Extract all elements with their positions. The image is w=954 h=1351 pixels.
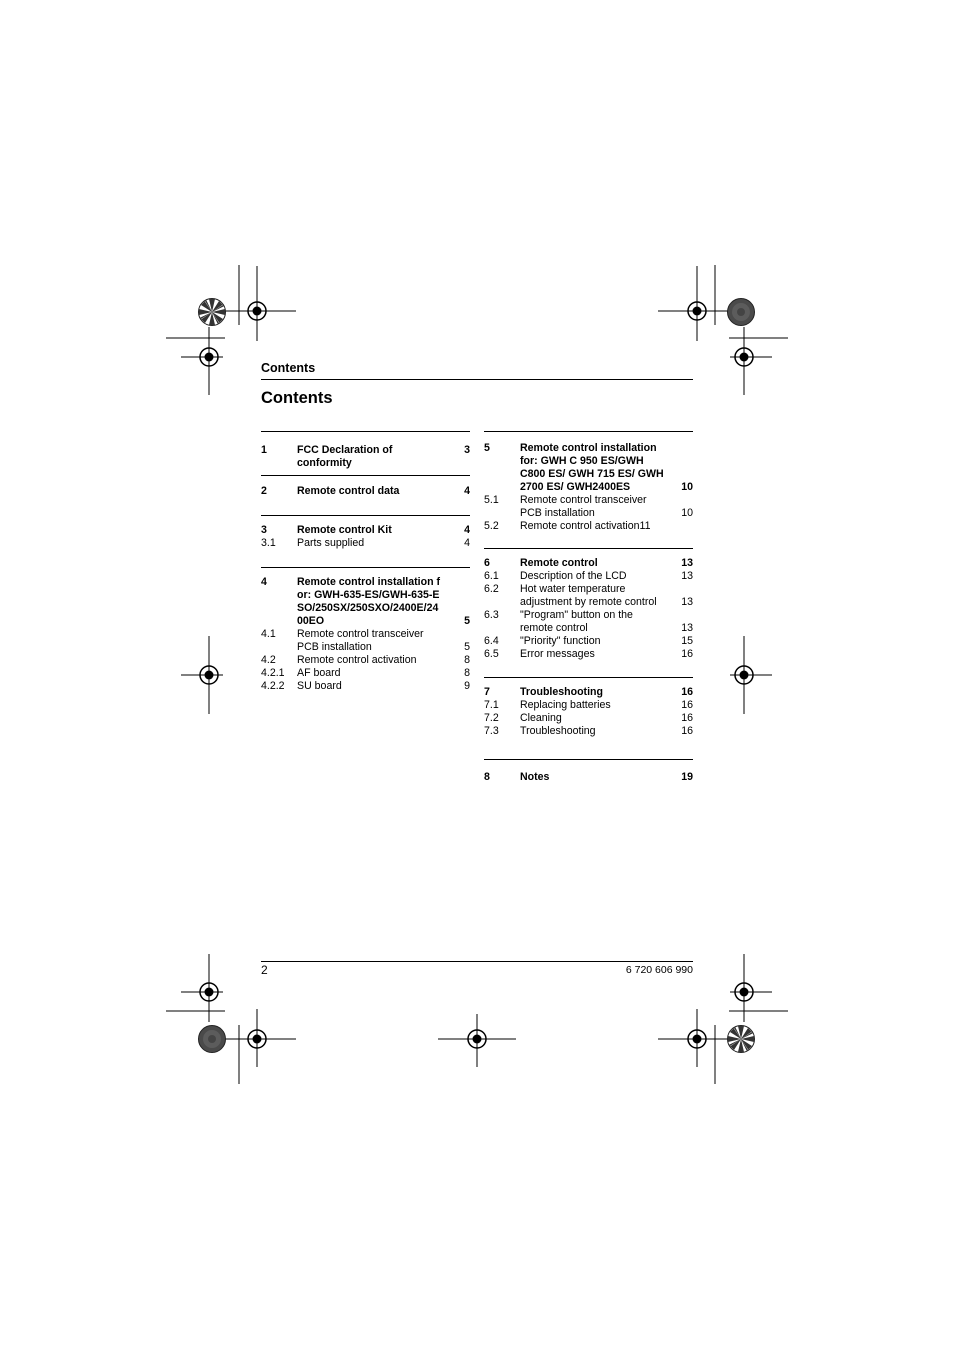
toc-entry[interactable]: 7.2 Cleaning 16 bbox=[484, 712, 693, 724]
registration-mark bbox=[658, 266, 736, 341]
toc-entry[interactable]: 4 Remote control installation for: GWH-635-ES/GWH-635-ESO/250SX/250SXO/2400E/2400EO 5 bbox=[261, 576, 470, 627]
registration-mark bbox=[181, 327, 223, 395]
toc-entry[interactable]: 4.1 Remote control transceiver PCB installation 5 bbox=[261, 628, 470, 653]
star-target bbox=[728, 1026, 755, 1053]
footer-rule bbox=[261, 961, 693, 962]
star-target bbox=[199, 299, 226, 326]
header-rule bbox=[261, 379, 693, 380]
toc-entry[interactable]: 2 Remote control data 4 bbox=[261, 485, 470, 497]
registration-mark bbox=[181, 636, 223, 714]
toc-entry[interactable]: 8 Notes 19 bbox=[484, 771, 693, 783]
toc-section bbox=[484, 548, 693, 677]
toc-entry[interactable]: 4.2.1 AF board 8 bbox=[261, 667, 470, 679]
toc-entry[interactable]: 6.3 "Program" button on the remote control 13 bbox=[484, 609, 693, 634]
registration-mark bbox=[658, 1009, 736, 1067]
toc-entry[interactable]: 4.2 Remote control activation 8 bbox=[261, 654, 470, 666]
registration-mark bbox=[730, 327, 772, 395]
toc-entry[interactable]: 6.5 Error messages 16 bbox=[484, 648, 693, 660]
toc-entry[interactable]: 4.2.2 SU board 9 bbox=[261, 680, 470, 692]
toc-section bbox=[484, 677, 693, 759]
toc-entry[interactable]: 6.2 Hot water temperature adjustment by remote control 13 bbox=[484, 583, 693, 608]
toc-entry[interactable]: 5.1 Remote control transceiver PCB installation 10 bbox=[484, 494, 693, 519]
registration-mark bbox=[218, 1009, 296, 1067]
toc-left-column bbox=[261, 431, 470, 693]
registration-mark bbox=[730, 954, 772, 1022]
toc-section bbox=[261, 431, 470, 475]
toc-entry[interactable]: 5 Remote control installation for: GWH C 950 ES/GWH C800 ES/ GWH 715 ES/ GWH 2700 ES/ GWH2400ES 10 bbox=[484, 442, 693, 493]
toc-entry[interactable]: 6 Remote control 13 bbox=[484, 557, 693, 569]
toc-entry[interactable]: 7.3 Troubleshooting 16 bbox=[484, 725, 693, 737]
toc-section bbox=[484, 759, 693, 784]
toc-entry[interactable]: 6.1 Description of the LCD 13 bbox=[484, 570, 693, 582]
toc-entry[interactable]: 7.1 Replacing batteries 16 bbox=[484, 699, 693, 711]
tone-patch bbox=[728, 299, 755, 326]
tone-patch bbox=[199, 1026, 226, 1053]
registration-mark bbox=[218, 266, 296, 341]
toc-entry[interactable]: 7 Troubleshooting 16 bbox=[484, 686, 693, 698]
page-title: Contents bbox=[261, 389, 333, 407]
toc-section bbox=[261, 515, 470, 567]
toc-entry[interactable]: 3.1 Parts supplied 4 bbox=[261, 537, 470, 549]
registration-mark bbox=[438, 1014, 516, 1067]
toc-entry[interactable]: 5.2 Remote control activation11 bbox=[484, 520, 651, 532]
toc-entry[interactable]: 1 FCC Declaration of conformity 3 bbox=[261, 444, 470, 469]
toc-section bbox=[484, 431, 693, 548]
toc-section bbox=[261, 475, 470, 515]
running-header: Contents bbox=[261, 361, 316, 375]
toc-section bbox=[261, 567, 470, 693]
registration-mark bbox=[181, 954, 223, 1022]
registration-mark bbox=[730, 636, 772, 714]
page-number: 2 bbox=[261, 963, 268, 977]
document-number: 6 720 606 990 bbox=[625, 964, 693, 976]
toc-right-column bbox=[484, 431, 693, 784]
toc-entry[interactable]: 6.4 "Priority" function 15 bbox=[484, 635, 693, 647]
toc-entry[interactable]: 3 Remote control Kit 4 bbox=[261, 524, 470, 536]
